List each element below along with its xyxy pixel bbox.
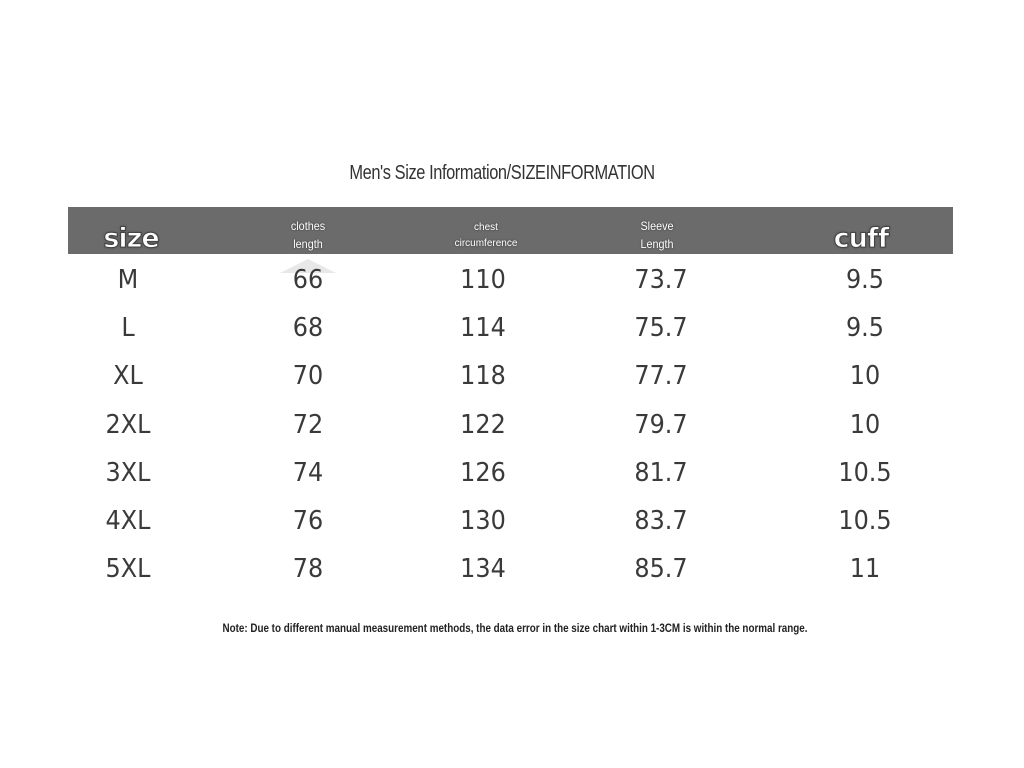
table-header — [68, 207, 953, 254]
table-row — [68, 256, 953, 304]
cell-clothes-length: 76 — [292, 506, 324, 536]
cell-clothes-length: 74 — [292, 458, 324, 488]
cell-sleeve: 75.7 — [634, 313, 688, 343]
cell-clothes-length: 68 — [292, 313, 324, 343]
cell-chest: 126 — [460, 458, 506, 488]
cell-chest: 110 — [460, 265, 506, 295]
header-size-label: size — [103, 223, 159, 254]
page-title: Men's Size Information/SIZEINFORMATION — [349, 162, 655, 184]
table-row — [68, 449, 953, 497]
cell-size: 4XL — [105, 506, 151, 536]
header-clothes-length-line2: length — [293, 237, 323, 251]
cell-cuff: 11 — [849, 554, 881, 584]
cell-clothes-length: 70 — [292, 361, 324, 391]
cell-sleeve: 81.7 — [634, 458, 688, 488]
cell-size: 2XL — [105, 410, 151, 440]
cell-size: 5XL — [105, 554, 151, 584]
cell-sleeve: 85.7 — [634, 554, 688, 584]
cell-clothes-length: 66 — [292, 265, 324, 295]
cell-size: XL — [113, 361, 143, 391]
header-sleeve-line1: Sleeve — [640, 219, 674, 233]
cell-sleeve: 77.7 — [634, 361, 688, 391]
cell-chest: 122 — [460, 410, 506, 440]
header-chest-line2: circumference — [454, 238, 518, 249]
table-row — [68, 352, 953, 400]
table-row — [68, 545, 953, 593]
cell-size: L — [121, 313, 135, 343]
cell-cuff: 10 — [849, 361, 881, 391]
table-row — [68, 401, 953, 449]
cell-chest: 134 — [460, 554, 506, 584]
cell-chest: 114 — [460, 313, 506, 343]
cell-size: M — [117, 265, 139, 295]
cell-size: 3XL — [105, 458, 151, 488]
cell-cuff: 9.5 — [845, 265, 885, 295]
cell-clothes-length: 72 — [292, 410, 324, 440]
cell-sleeve: 83.7 — [634, 506, 688, 536]
table-row — [68, 304, 953, 352]
table-row — [68, 497, 953, 545]
cell-sleeve: 79.7 — [634, 410, 688, 440]
header-clothes-length-line1: clothes — [290, 219, 326, 233]
cell-chest: 118 — [460, 361, 506, 391]
cell-cuff: 9.5 — [845, 313, 885, 343]
cell-chest: 130 — [460, 506, 506, 536]
cell-clothes-length: 78 — [292, 554, 324, 584]
cell-cuff: 10 — [849, 410, 881, 440]
header-chest-line1: chest — [474, 222, 498, 233]
header-cuff-label: cuff — [833, 223, 889, 254]
cell-cuff: 10.5 — [838, 458, 892, 488]
cell-cuff: 10.5 — [838, 506, 892, 536]
header-sleeve-line2: Length — [640, 237, 674, 251]
cell-sleeve: 73.7 — [634, 265, 688, 295]
measurement-note: Note: Due to different manual measurement methods, the data error in the size chart within 1-3CM is within the normal range. — [222, 621, 808, 635]
